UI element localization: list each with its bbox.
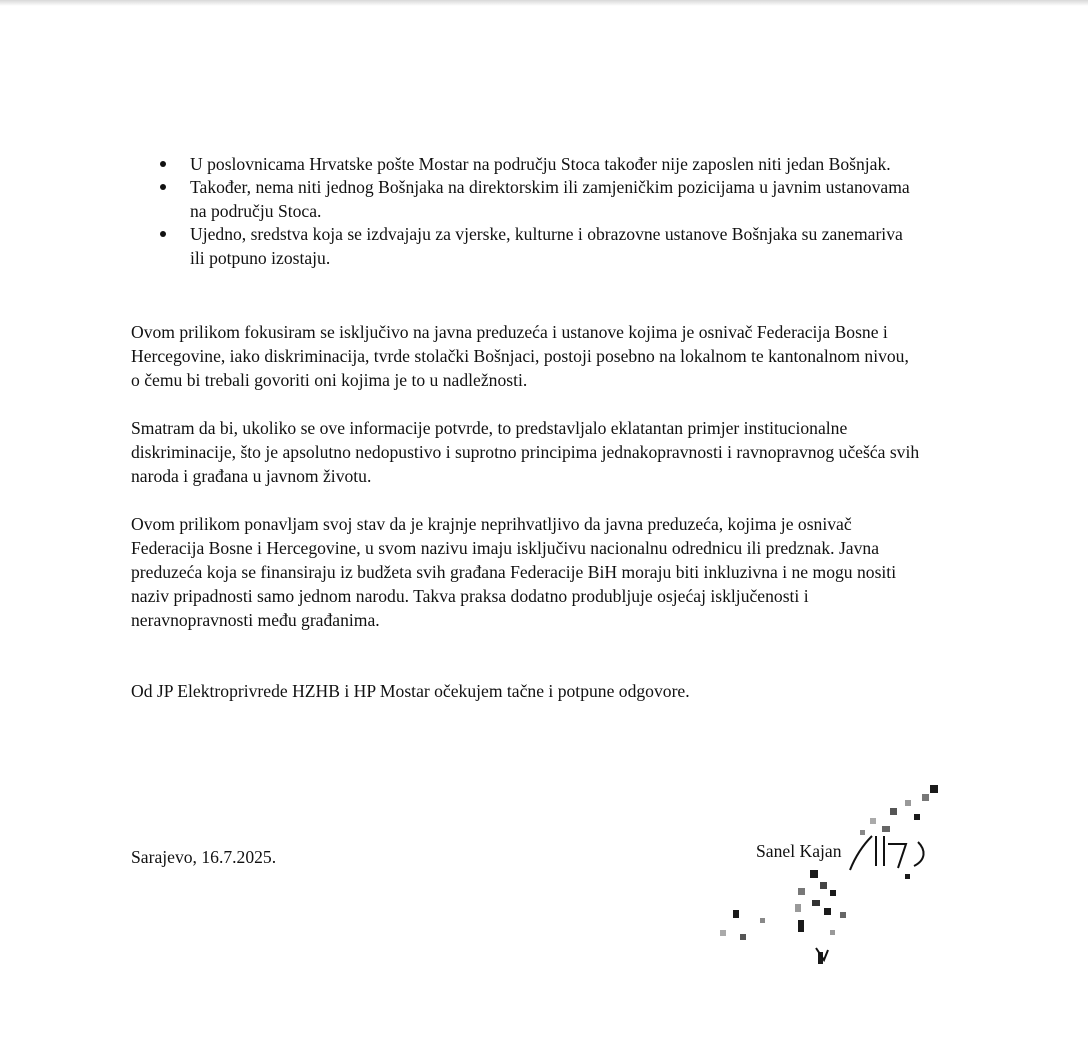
bullet-text: Također, nema niti jednog Bošnjaka na direktorskim ili zamjeničkim pozicijama u javnim ustanovama na području Stoca. [190,177,910,221]
bullet-dot-icon [160,184,166,190]
paragraph-focus: Ovom prilikom fokusiram se isključivo na javna preduzeća i ustanove kojima je osnivač Federacija Bosne i Hercegovine, iako diskriminacija, tvrde stolački Bošnjaci, postoji posebno na lokalnom te kantonalnom nivou, o čemu bi trebali govoriti oni kojima je to u nadležnosti. [131,322,909,390]
bullet-dot-icon [160,231,166,237]
bullet-item [158,152,918,176]
scan-top-edge [0,0,1088,6]
bullet-item [158,175,918,223]
bullet-list [158,152,918,269]
bullet-item [158,222,918,270]
bullet-dot-icon [160,161,166,167]
bullet-text: U poslovnicama Hrvatske pošte Mostar na području Stoca također nije zaposlen niti jedan Bošnjak. [190,154,891,174]
paragraph-request: Od JP Elektroprivrede HZHB i HP Mostar očekujem tačne i potpune odgovore. [131,681,690,701]
signature-image [700,770,960,980]
paragraph-discrimination: Smatram da bi, ukoliko se ove informacije potvrde, to predstavljalo eklatantan primjer institucionalne diskriminacije, što je apsolutno nedopustivo i suprotno principima jednakopravnosti i ravnopravnog učešća svih naroda i građana u javnom životu. [131,418,920,486]
paragraph-stance: Ovom prilikom ponavljam svoj stav da je krajnje neprihvatljivo da javna preduzeća, kojima je osnivač Federacija Bosne i Hercegovine, u svom nazivu imaju isključivu nacionalnu odrednicu ili predznak. Javna preduzeća koja se finansiraju iz budžeta svih građana Federacije BiH moraju biti inkluzivna i ne mogu nositi naziv pripadnosti samo jednom narodu. Takva praksa dodatno produbljuje osjećaj isključenosti i neravnopravnosti među građanima. [131,514,897,630]
bullet-text: Ujedno, sredstva koja se izdvajaju za vjerske, kulturne i obrazovne ustanove Bošnjaka su zanemariva ili potpuno izostaju. [190,224,903,268]
signer-name: Sanel Kajan [756,841,842,861]
place-and-date: Sarajevo, 16.7.2025. [131,847,277,867]
